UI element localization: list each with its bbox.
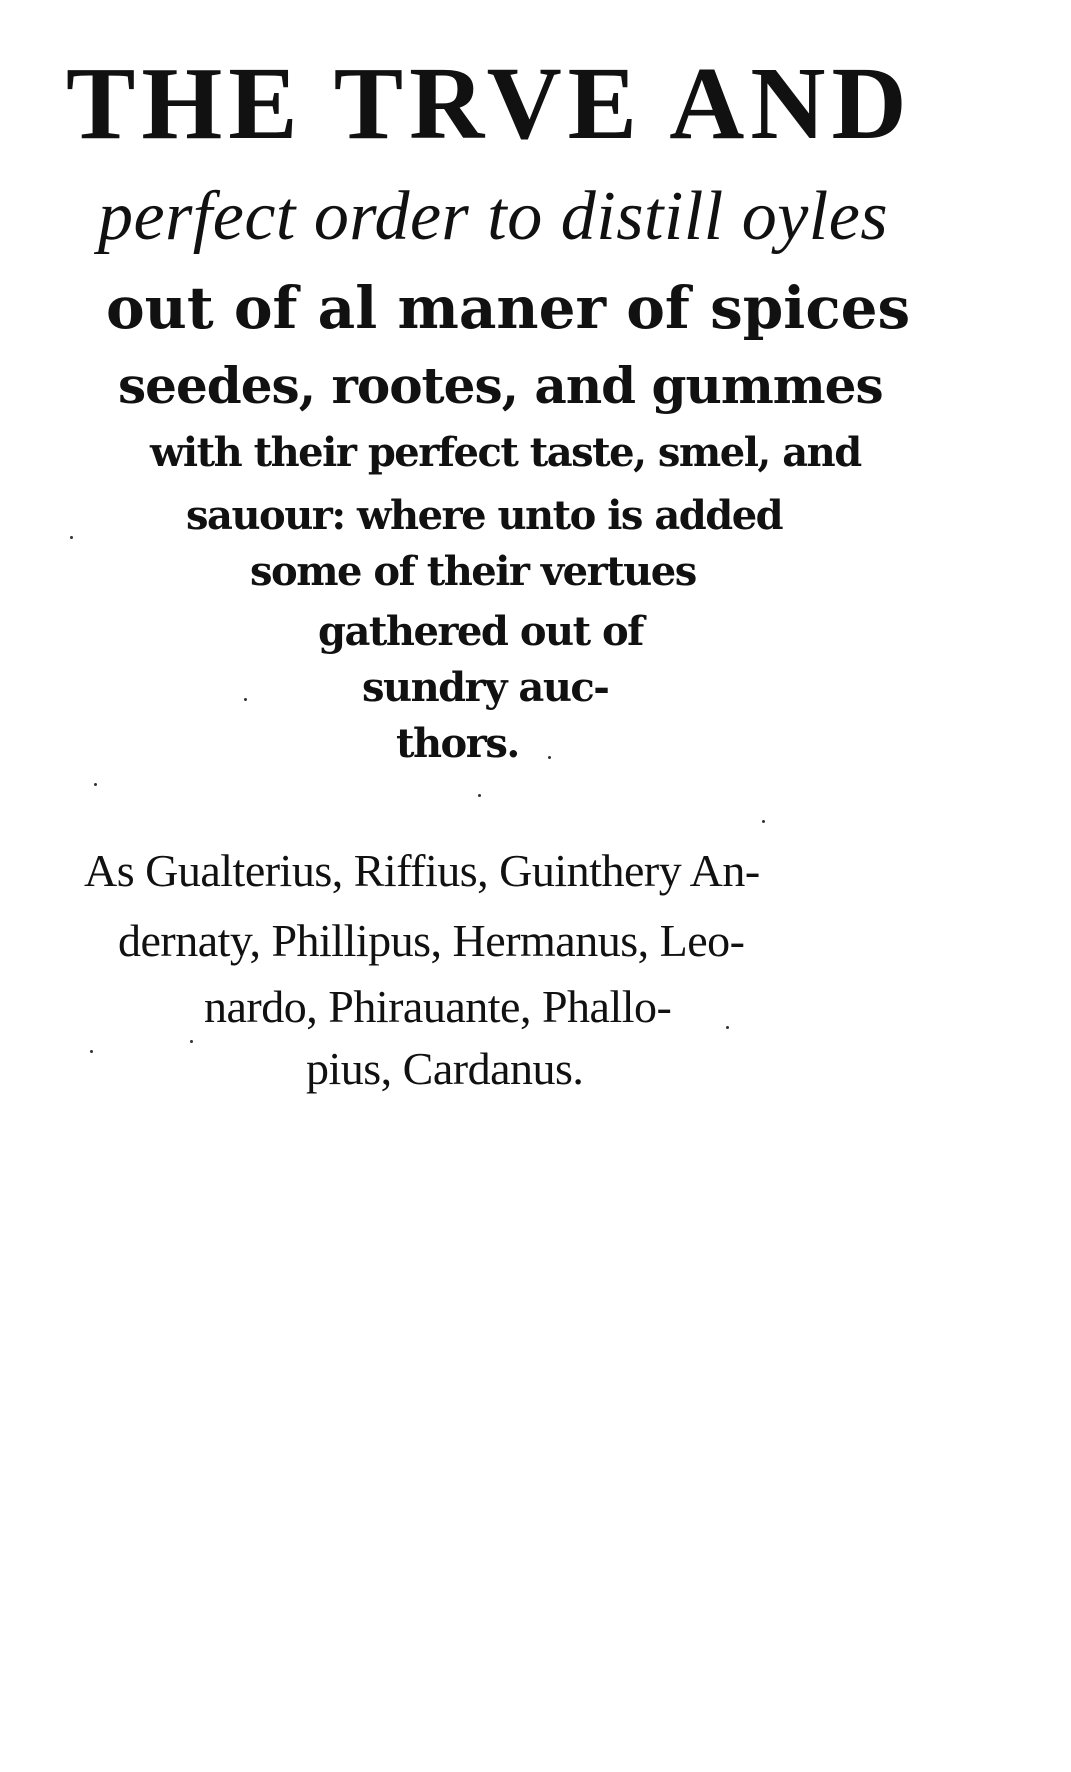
authors-line: pius, Cardanus. bbox=[306, 1043, 584, 1094]
print-speck bbox=[762, 820, 765, 823]
authors-line: As Gualterius, Riffius, Guinthery An- bbox=[84, 845, 760, 896]
print-speck bbox=[94, 783, 97, 786]
blackletter-line: seedes, rootes, and gummes bbox=[118, 356, 883, 415]
authors-line: nardo, Phirauante, Phallo- bbox=[204, 981, 672, 1032]
print-speck bbox=[726, 1026, 729, 1029]
blackletter-line: out of al maner of spices bbox=[106, 274, 911, 342]
title-heading: THE TRVE AND bbox=[66, 46, 913, 161]
blackletter-line: gathered out of bbox=[318, 608, 643, 655]
authors-line: dernaty, Phillipus, Hermanus, Leo- bbox=[118, 915, 745, 966]
blackletter-line: with their perfect taste, smel, and bbox=[150, 429, 861, 476]
print-speck bbox=[478, 794, 481, 797]
print-speck bbox=[244, 698, 247, 701]
print-speck bbox=[190, 1040, 193, 1043]
blackletter-line: thors. bbox=[396, 720, 519, 767]
print-speck bbox=[548, 756, 551, 759]
blackletter-line: sauour: where unto is added bbox=[186, 492, 783, 539]
title-subtitle-italic: perfect order to distill oyles bbox=[98, 178, 889, 255]
blackletter-line: sundry auc- bbox=[362, 664, 609, 711]
blackletter-line: some of their vertues bbox=[250, 548, 696, 595]
print-speck bbox=[90, 1050, 93, 1053]
print-speck bbox=[70, 536, 73, 539]
